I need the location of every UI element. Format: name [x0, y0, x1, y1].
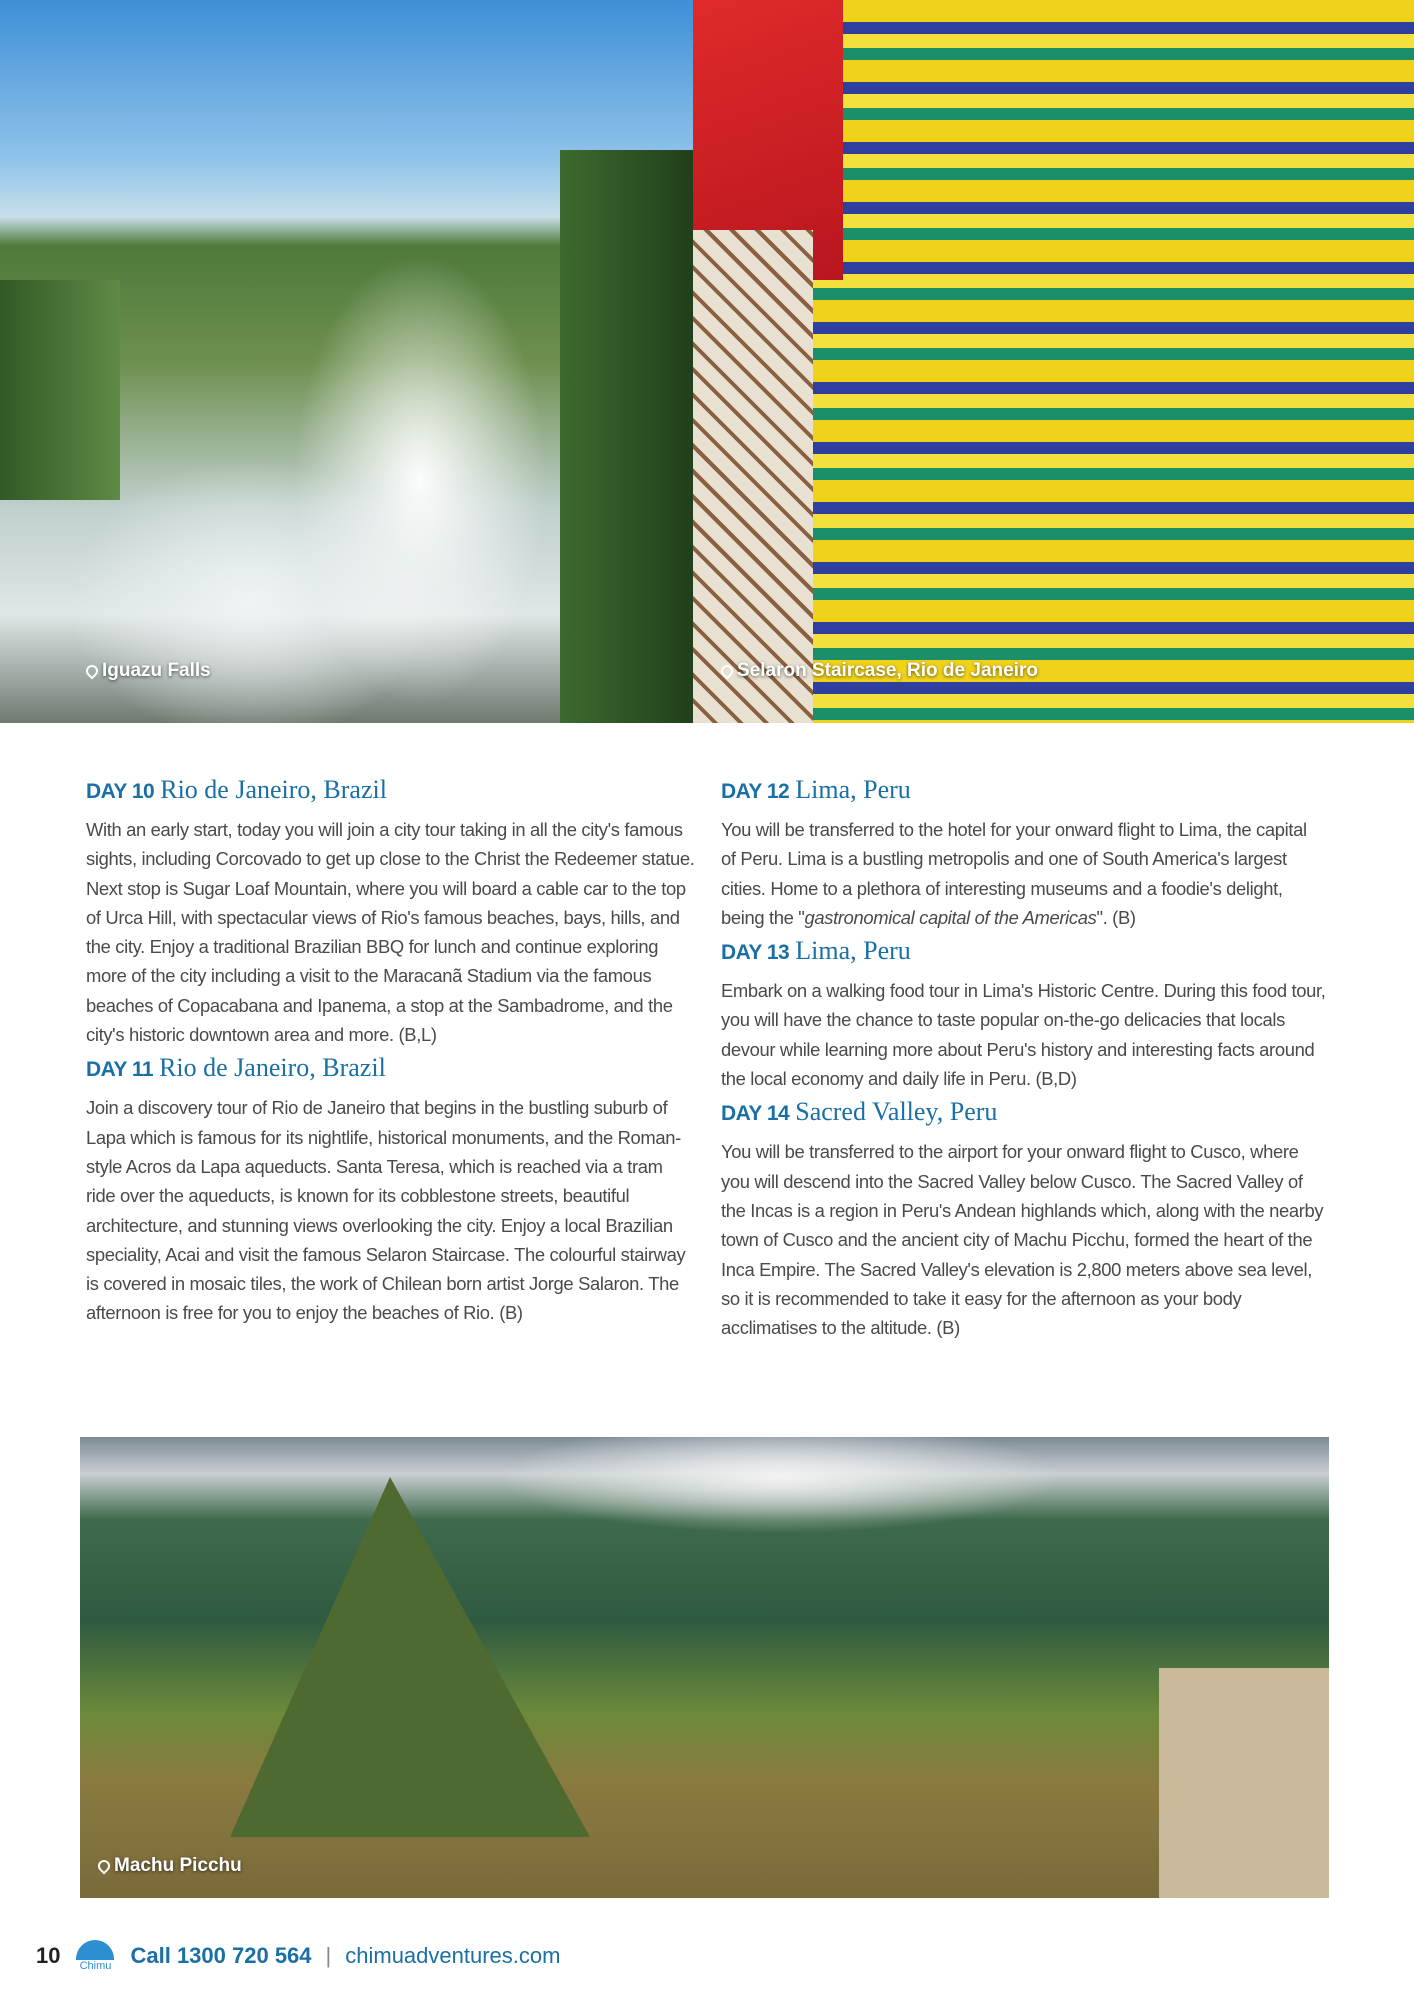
day-description: You will be transferred to the airport for your onward flight to Cusco, where you will descend into the Sacred Valley below Cusco. The Sacred Valley of the Incas is a region in Peru's Andean highlands which, along with the nearby town of Cusco and the ancient city of Machu Picchu, formed the heart of the Inca Empire. The Sacred Valley's elevation is 2,800 meters above sea level, so it is recommended to take it easy for the afternoon as your body acclimatises to the altitude. (B) [721, 1141, 1324, 1339]
logo-text: Chimu [79, 1960, 112, 1972]
website-link[interactable]: chimuadventures.com [345, 1943, 561, 1968]
day-heading [86, 775, 696, 805]
day-description: With an early start, today you will join a city tour taking in all the city's famous sights, including Corcovado to get up close to the Christ the Redeemer statue. Next stop is Sugar Loaf Mountain, where you will board a cable car to the top of Urca Hill, with spectacular views of Rio's famous beaches, bays, hills, and the city. Enjoy a traditional Brazilian BBQ for lunch and continue exploring more of the city including a visit to the Maracanã Stadium via the famous beaches of Copacabana and Ipanema, a stop at the Sambadrome, and the city's historic downtown area and more. (B,L) [86, 819, 695, 1046]
iguazu-falls-photo [0, 0, 693, 723]
page-number: 10 [36, 1943, 61, 1968]
day-label: DAY 14 [721, 1102, 790, 1126]
chimu-logo [74, 1940, 116, 1972]
footer [36, 1940, 560, 1972]
text-part: ". (B) [1096, 906, 1136, 928]
right-column [721, 775, 1326, 1346]
day-location: Rio de Janeiro, Brazil [160, 775, 387, 804]
day-label: DAY 13 [721, 941, 790, 965]
location-pin-icon [719, 663, 736, 680]
day-description [721, 815, 1326, 932]
photo-caption [98, 1855, 242, 1877]
day-location: Rio de Janeiro, Brazil [159, 1053, 386, 1083]
day-label: DAY 12 [721, 780, 790, 803]
location-pin-icon [96, 1858, 113, 1875]
photo-caption [86, 660, 211, 682]
day-description: Join a discovery tour of Rio de Janeiro that begins in the bustling suburb of Lapa which is famous for its nightlife, historical monuments, and the Roman-style Acros da Lapa aqueducts. Santa Teresa, which is reached via a tram ride over the aqueducts, is known for its cobblestone streets, beautiful architecture, and stunning views overlooking the city. Enjoy a local Brazilian speciality, Acai and visit the famous Selaron Staircase. The colourful stairway is covered in mosaic tiles, the work of Chilean born artist Jorge Salaron. The afternoon is free for you to enjoy the beaches of Rio. (B) [86, 1097, 686, 1324]
left-column [86, 775, 696, 1332]
caption-text: Iguazu Falls [102, 660, 211, 681]
day-location: Lima, Peru [795, 936, 911, 966]
photo-caption [721, 660, 1038, 682]
day-location: Lima, Peru [795, 775, 911, 804]
phone-number[interactable]: Call 1300 720 564 [130, 1943, 312, 1968]
day-heading [721, 1097, 1326, 1127]
day-heading [86, 1053, 696, 1083]
separator: | [325, 1943, 332, 1968]
caption-text: Selaron Staircase, Rio de Janeiro [737, 660, 1038, 681]
machu-picchu-photo [80, 1437, 1329, 1898]
day-label: DAY 10 [86, 780, 155, 803]
day-description: Embark on a walking food tour in Lima's Historic Centre. During this food tour, you will have the chance to taste popular on-the-go delicacies that locals devour while learning more about Peru's history and interesting facts around the local economy and daily life in Peru. (B,D) [721, 980, 1326, 1090]
day-location: Sacred Valley, Peru [795, 1097, 998, 1127]
day-label: DAY 11 [86, 1058, 154, 1082]
text-part: You will be transferred to the hotel for your onward flight to Lima, the capital of Peru. Lima is a bustling metropolis and one of South America's largest cities. Home to a plethora of interesting museums and a foodie's delight, being the " [721, 819, 1307, 928]
italic-quote: gastronomical capital of the Americas [804, 906, 1097, 928]
location-pin-icon [84, 663, 101, 680]
mountain-icon [76, 1940, 114, 1960]
caption-text: Machu Picchu [114, 1855, 242, 1876]
selaron-staircase-photo [693, 0, 1414, 723]
day-heading [721, 936, 1326, 966]
day-heading [721, 775, 1326, 805]
